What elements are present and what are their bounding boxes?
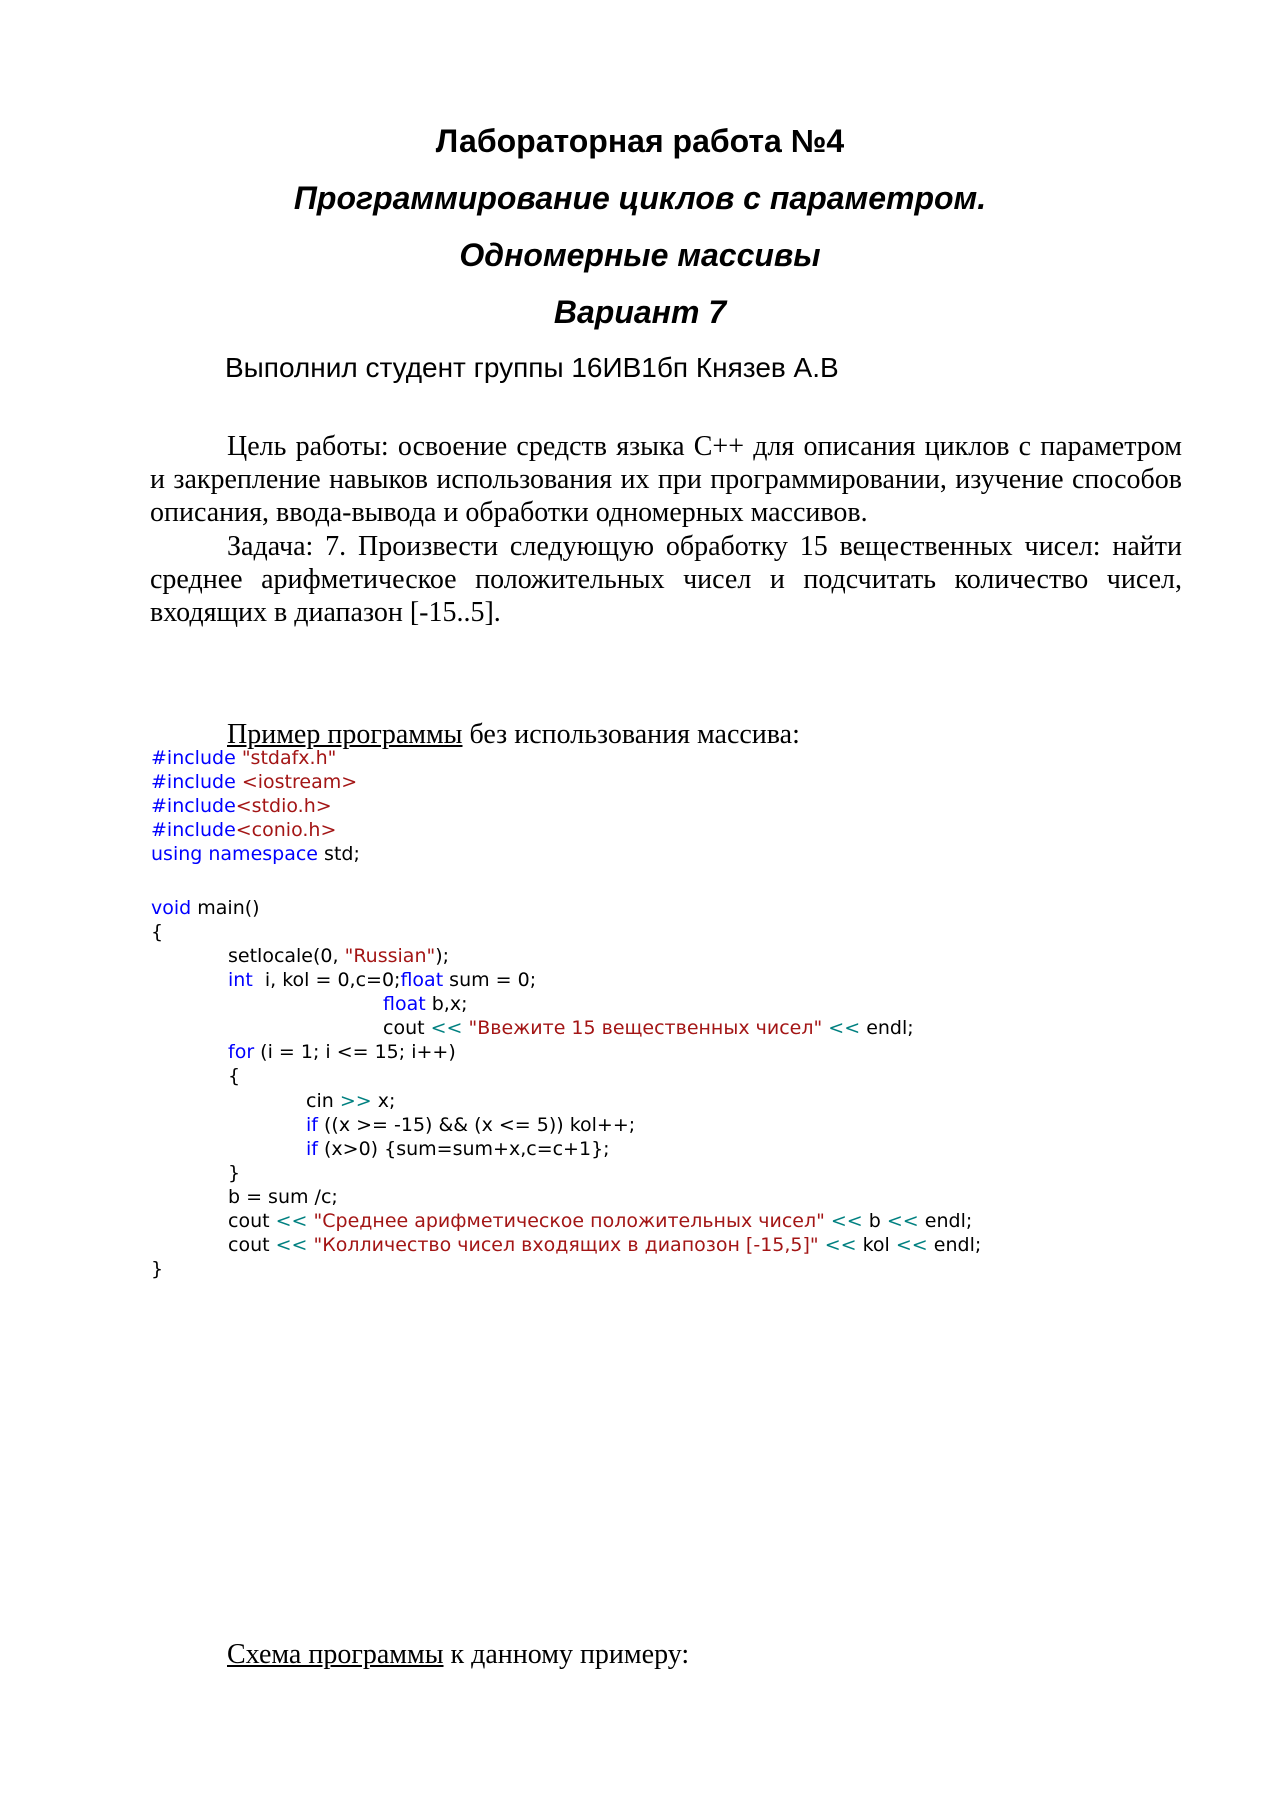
code-line: } — [151, 1258, 164, 1280]
code-line: { — [151, 921, 164, 943]
code-line: #include<conio.h> — [151, 819, 337, 841]
code-line: void main() — [151, 897, 260, 919]
code-line: setlocale(0, "Russian"); — [228, 945, 450, 967]
scheme-heading-rest: к данному примеру: — [443, 1639, 690, 1670]
code-line: } — [228, 1162, 241, 1184]
subtopic-title: Одномерные массивы — [459, 237, 821, 273]
code-line: if ((x >= -15) && (x <= 5)) kol++; — [306, 1114, 636, 1136]
task-paragraph: Задача: 7. Произвести следующую обработку 15 вещественных чисел: найти среднее арифметическое положительных чисел и подсчитать количество чисел, входящих в диапазон [-15..5]. — [150, 531, 1182, 628]
code-line: cout << "Колличество чисел входящих в диапозон [-15,5]" << kol << endl; — [228, 1234, 982, 1256]
example-heading-rest: без использования массива: — [462, 719, 800, 750]
code-line: for (i = 1; i <= 15; i++) — [228, 1041, 456, 1063]
code-line: float b,x; — [383, 993, 468, 1015]
lab-title: Лабораторная работа №4 — [435, 123, 845, 159]
purpose-paragraph: Цель работы: освоение средств языка С++ для описания циклов с параметром и закрепление навыков использования их при программировании, изучение способов описания, ввода-вывода и обработки одномерных массивов. — [150, 431, 1182, 528]
variant-title: Вариант 7 — [553, 294, 727, 330]
code-line: using namespace std; — [151, 843, 360, 865]
topic-title: Программирование циклов с параметром. — [293, 180, 987, 216]
scheme-heading — [227, 1638, 689, 1672]
author-line: Выполнил студент группы 16ИВ1бп Князев А.В — [225, 352, 839, 383]
code-line: #include "stdafx.h" — [151, 747, 337, 769]
example-heading-underlined: Пример программы — [227, 719, 463, 750]
code-line: #include<stdio.h> — [151, 795, 332, 817]
code-line: int i, kol = 0,c=0;float sum = 0; — [228, 969, 537, 991]
code-line: #include <iostream> — [151, 771, 358, 793]
code-line: cout << "Ввежите 15 вещественных чисел" << endl; — [383, 1017, 914, 1039]
code-line: cout << "Среднее арифметическое положительных чисел" << b << endl; — [228, 1210, 973, 1232]
scheme-heading-underlined: Схема программы — [227, 1639, 444, 1670]
code-line: { — [228, 1065, 241, 1087]
code-line: cin >> x; — [306, 1090, 396, 1112]
code-line: if (x>0) {sum=sum+x,c=c+1}; — [306, 1138, 610, 1160]
code-line: b = sum /c; — [228, 1186, 338, 1208]
